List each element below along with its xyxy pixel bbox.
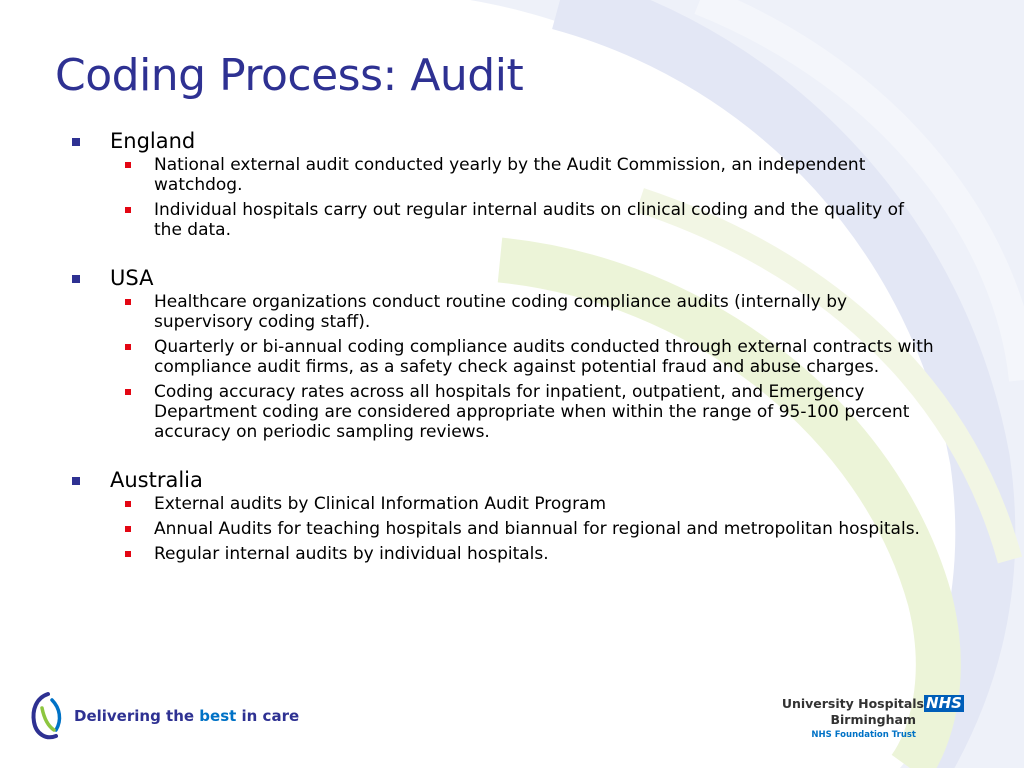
sub-bullet-text: Regular internal audits by individual hospitals. bbox=[154, 544, 549, 564]
org-city: Birmingham bbox=[830, 712, 916, 727]
sub-bullet-text: External audits by Clinical Information Audit Program bbox=[154, 494, 607, 514]
section-australia bbox=[72, 466, 972, 564]
section-heading: Australia bbox=[110, 468, 203, 492]
slide-title: Coding Process: Audit bbox=[55, 50, 524, 101]
sub-bullet-text: Annual Audits for teaching hospitals and biannual for regional and metropolitan hospitals. bbox=[154, 519, 920, 539]
sub-bullet-text: Healthcare organizations conduct routine coding compliance audits (internally by supervisory coding staff). bbox=[154, 292, 848, 332]
section-england bbox=[72, 127, 972, 240]
org-name: University Hospitals bbox=[781, 696, 924, 711]
sub-bullet-item bbox=[125, 200, 935, 240]
sub-bullet-item bbox=[125, 382, 935, 442]
square-bullet-icon bbox=[125, 344, 131, 350]
sub-bullet-item bbox=[125, 519, 935, 539]
tagline-end: in care bbox=[236, 707, 300, 725]
square-bullet-icon bbox=[72, 477, 80, 485]
tagline-start: Delivering the bbox=[74, 707, 200, 725]
square-bullet-icon bbox=[125, 526, 131, 532]
level1-bullet-item bbox=[72, 127, 972, 155]
square-bullet-icon bbox=[125, 389, 131, 395]
sub-bullet-text: National external audit conducted yearly by the Audit Commission, an independent watchdog. bbox=[154, 155, 866, 195]
swirl-logo-icon bbox=[30, 690, 66, 742]
sub-bullet-item bbox=[125, 292, 935, 332]
section-usa bbox=[72, 264, 972, 442]
org-logo bbox=[781, 693, 994, 743]
level1-bullet-item bbox=[72, 264, 972, 292]
sub-bullet-list bbox=[125, 155, 972, 240]
nhs-badge: NHS bbox=[924, 695, 964, 712]
section-heading: England bbox=[110, 129, 196, 153]
sub-bullet-item bbox=[125, 155, 935, 195]
sub-bullet-item bbox=[125, 544, 935, 564]
sub-bullet-text: Individual hospitals carry out regular internal audits on clinical coding and the quality of the data. bbox=[154, 200, 905, 240]
sub-bullet-item bbox=[125, 494, 935, 514]
square-bullet-icon bbox=[125, 299, 131, 305]
sub-bullet-text: Coding accuracy rates across all hospitals for inpatient, outpatient, and Emergency Department coding are considered appropriate when within the range of 95-100 percent accuracy on periodic sampling reviews. bbox=[154, 382, 910, 442]
sub-bullet-list bbox=[125, 292, 972, 442]
tagline bbox=[74, 707, 299, 725]
square-bullet-icon bbox=[125, 551, 131, 557]
sub-bullet-item bbox=[125, 337, 935, 377]
sub-bullet-text: Quarterly or bi-annual coding compliance audits conducted through external contracts with compliance audit firms, as a safety check against potential fraud and abuse charges. bbox=[154, 337, 934, 377]
square-bullet-icon bbox=[125, 501, 131, 507]
level1-bullet-item bbox=[72, 466, 972, 494]
square-bullet-icon bbox=[72, 138, 80, 146]
footer-tagline-logo bbox=[30, 690, 299, 742]
square-bullet-icon bbox=[72, 275, 80, 283]
square-bullet-icon bbox=[125, 207, 131, 213]
org-trust: NHS Foundation Trust bbox=[811, 730, 916, 740]
tagline-highlight: best bbox=[199, 707, 237, 725]
square-bullet-icon bbox=[125, 162, 131, 168]
slide-content bbox=[72, 127, 972, 588]
section-heading: USA bbox=[110, 266, 154, 290]
sub-bullet-list bbox=[125, 494, 972, 564]
